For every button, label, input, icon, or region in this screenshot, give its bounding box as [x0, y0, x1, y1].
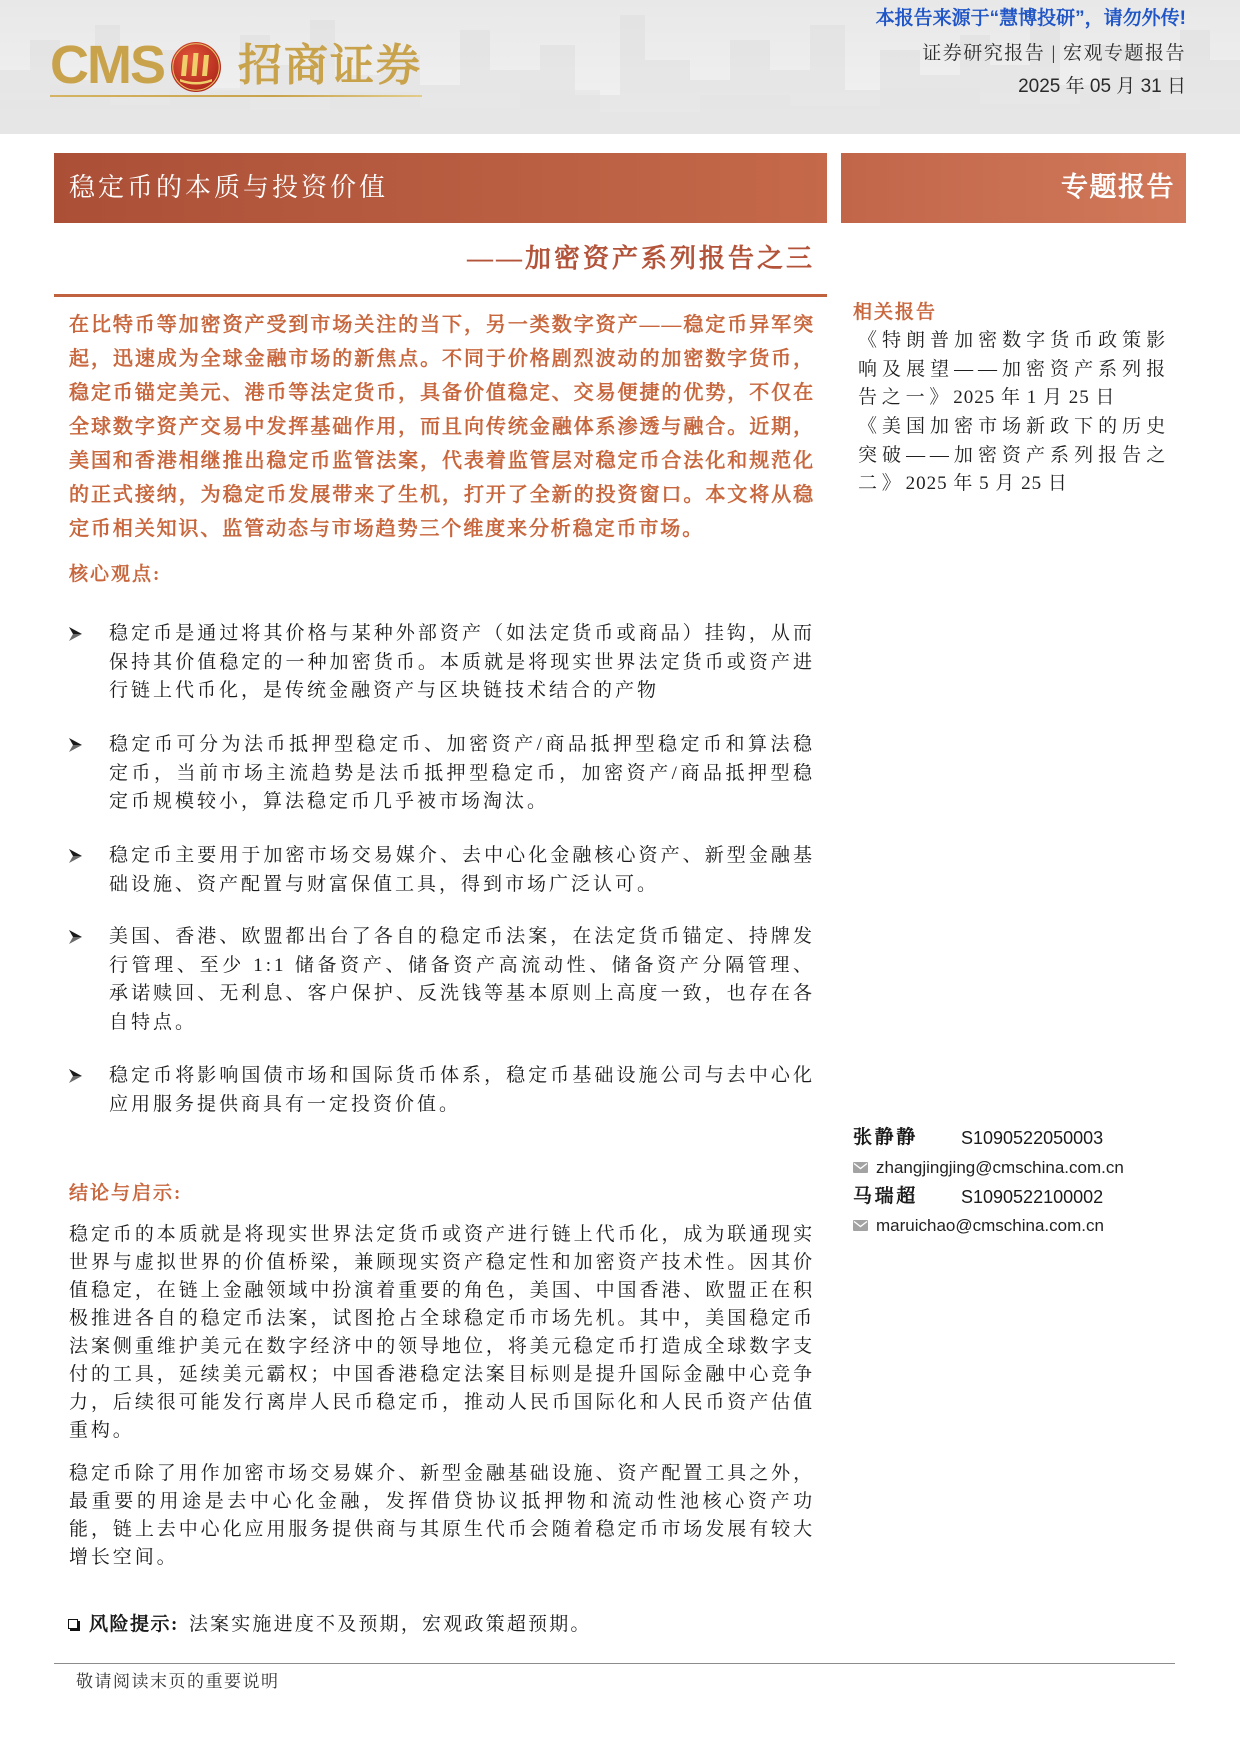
report-type-label: 证券研究报告 | 宏观专题报告: [922, 43, 1186, 64]
related-report-date: 2025 年 5 月 25 日: [905, 473, 1068, 494]
related-report-item: [858, 327, 1170, 413]
conclusion-paragraph: 稳定币的本质就是将现实世界法定货币或资产进行链上代币化，成为联通现实世界与虚拟世界的价值桥梁，兼顾现实资产稳定性和加密资产技术性。因其价值稳定，在链上金融领域中扮演着重要的角色，美国、中国香港、欧盟正在积极推进各自的稳定币法案，试图抢占全球稳定币市场先机。其中，美国稳定币法案侧重维护美元在数字经济中的领导地位，将美元稳定币打造成全球数字支付的工具，延续美元霸权；中国香港稳定法案目标则是提升国际金融中心竞争力，后续很可能发行离岸人民币稳定币，推动人民币国际化和人民币资产估值重构。: [69, 1224, 815, 1441]
analyst-name: 马瑞超: [853, 1186, 918, 1207]
analyst-name: 张静静: [853, 1127, 918, 1148]
analyst-license-number: S1090522100002: [961, 1187, 1104, 1207]
related-report-item: [858, 413, 1170, 499]
arrow-bullet-icon: [69, 1069, 82, 1083]
arrow-bullet-icon: [69, 930, 82, 944]
core-point-text: 稳定币可分为法币抵押型稳定币、加密资产/商品抵押型稳定币和算法稳定币，当前市场主流趋势是法币抵押型稳定币，加密资产/商品抵押型稳定币规模较小，算法稳定币几乎被市场淘汰。: [109, 734, 815, 812]
analyst-email-link[interactable]: zhangjingjing@cmschina.com.cn: [876, 1158, 1124, 1177]
summary-paragraph: 在比特币等加密资产受到市场关注的当下，另一类数字资产——稳定币异军突起，迅速成为全球金融市场的新焦点。不同于价格剧烈波动的加密数字货币，稳定币锚定美元、港币等法定货币，具备价值稳定、交易便捷的优势，不仅在全球数字资产交易中发挥基础作用，而且向传统金融体系渗透与融合。近期，美国和香港相继推出稳定币监管法案，代表着监管层对稳定币合法化和规范化的正式接纳，为稳定币发展带来了生机，打开了全新的投资窗口。本文将从稳定币相关知识、监管动态与市场趋势三个维度来分析稳定币市场。: [69, 314, 815, 540]
checkbox-icon: [68, 1619, 78, 1629]
logo-chinese-text: 招商证券: [238, 40, 422, 91]
conclusion-paragraph: 稳定币除了用作加密市场交易媒介、新型金融基础设施、资产配置工具之外，最重要的用途是去中心化金融，发挥借贷协议抵押物和流动性池核心资产功能，链上去中心化应用服务提供商与其原生代币会随着稳定币市场发展有较大增长空间。: [69, 1463, 815, 1568]
core-point-text: 稳定币将影响国债市场和国际货币体系，稳定币基础设施公司与去中心化应用服务提供商具有一定投资价值。: [109, 1065, 815, 1115]
cms-emblem-icon: [170, 41, 222, 93]
report-title: 稳定币的本质与投资价值: [69, 173, 389, 202]
risk-warning: [68, 1611, 592, 1639]
core-point-text: 稳定币主要用于加密市场交易媒介、去中心化金融核心资产、新型金融基础设施、资产配置与财富保值工具，得到市场广泛认可。: [109, 845, 815, 895]
report-subtitle: ——加密资产系列报告之三: [466, 244, 815, 273]
risk-text: 法案实施进度不及预期，宏观政策超预期。: [188, 1614, 592, 1635]
core-point-item: [69, 842, 815, 899]
logo-underline: [50, 95, 422, 97]
arrow-bullet-icon: [69, 627, 82, 641]
core-point-text: 稳定币是通过将其价格与某种外部资产（如法定货币或商品）挂钩，从而保持其价值稳定的一种加密货币。本质就是将现实世界法定货币或资产进行链上代币化，是传统金融资产与区块链技术结合的产物: [109, 623, 815, 701]
logo-latin-text: CMS: [50, 35, 164, 95]
envelope-icon: [853, 1162, 868, 1173]
arrow-bullet-icon: [69, 738, 82, 752]
arrow-bullet-icon: [69, 849, 82, 863]
report-date: 2025 年 05 月 31 日: [1018, 76, 1186, 97]
related-report-title: 《特朗普加密数字货币政策影响及展望——加密资产系列报告之一》: [858, 330, 1170, 408]
core-point-item: [69, 731, 815, 817]
core-point-item: [69, 620, 815, 706]
footer-divider: [54, 1663, 1175, 1664]
related-reports-heading: 相关报告: [853, 302, 938, 323]
category-bar: [841, 153, 1186, 223]
conclusion-heading: 结论与启示:: [69, 1183, 183, 1204]
core-point-item: [69, 923, 815, 1037]
footer-disclaimer-note: 敬请阅读末页的重要说明: [76, 1672, 280, 1691]
related-report-date: 2025 年 1 月 25 日: [953, 387, 1116, 408]
core-points-heading: 核心观点:: [69, 564, 162, 585]
core-point-item: [69, 1062, 815, 1119]
analyst-email-link[interactable]: maruichao@cmschina.com.cn: [876, 1216, 1104, 1235]
related-report-title: 《美国加密市场新政下的历史突破——加密资产系列报告之二》: [858, 416, 1170, 494]
title-bar: [54, 153, 827, 223]
analyst-license-number: S1090522050003: [961, 1128, 1104, 1148]
envelope-icon: [853, 1220, 868, 1231]
title-divider: [54, 294, 827, 297]
report-category: 专题报告: [1061, 172, 1175, 202]
distribution-notice: 本报告来源于“慧博投研”，请勿外传!: [875, 8, 1186, 29]
core-point-text: 美国、香港、欧盟都出台了各自的稳定币法案，在法定货币锚定、持牌发行管理、至少 1:1 储备资产、储备资产高流动性、储备资产分隔管理、承诺赎回、无利息、客户保护、反洗钱等基本原则上高度一致，也存在各自特点。: [109, 926, 815, 1033]
risk-label: 风险提示:: [89, 1614, 179, 1635]
